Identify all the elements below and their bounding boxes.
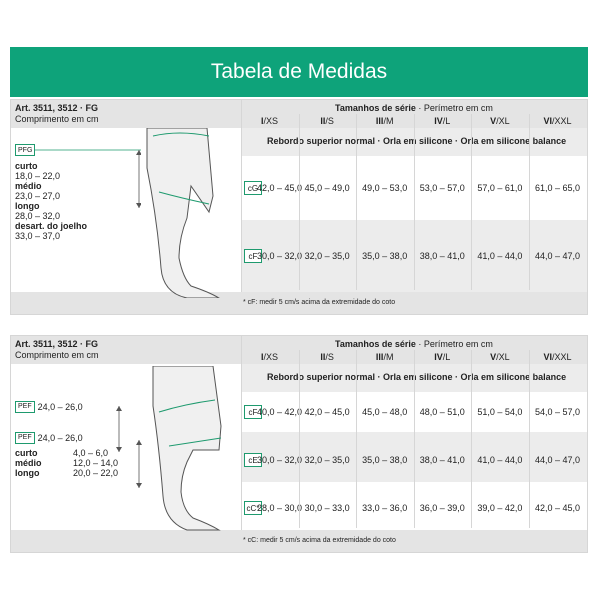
column-divider [299,114,300,290]
column-divider [356,350,357,528]
table-cell: 38,0 – 41,0 [419,455,465,465]
table-cell: 33,0 – 36,0 [362,503,408,513]
table-cell: 30,0 – 33,0 [304,503,350,513]
table-cell: 32,0 – 35,0 [304,251,350,261]
length-item: 28,0 – 32,0 [15,211,61,221]
column-divider [356,114,357,290]
pef-tag: PEF [15,432,35,444]
table-subheading: Rebordo superior normal · Orla em silicone · Orla em silicone balance [267,136,567,146]
table-cell: 38,0 – 41,0 [419,251,465,261]
table-cell: 35,0 – 38,0 [362,251,408,261]
length-item: longo [15,201,40,211]
title-banner [10,47,588,97]
table-cell: 32,0 – 35,0 [304,455,350,465]
table-cell: 36,0 – 39,0 [419,503,465,513]
pef-row-1 [15,401,83,413]
measure-tag: cC* [244,501,262,515]
table-cell: 49,0 – 53,0 [362,183,408,193]
pfg-tag: PFG [15,144,35,156]
column-divider [299,350,300,528]
table-cell: 48,0 – 51,0 [419,407,465,417]
table-cell: 57,0 – 61,0 [477,183,523,193]
length-unit-label: Comprimento em cm [15,114,99,124]
size-column-header: VI/XXL [543,116,572,126]
table-cell: 45,0 – 49,0 [304,183,350,193]
length-item: desart. do joelho [15,221,88,231]
table-cell: 35,0 – 38,0 [362,455,408,465]
column-divider [241,336,242,530]
pef-row-2 [15,432,83,444]
size-table-2 [10,335,588,553]
length-item: médio [15,181,42,191]
length-item: curto [15,161,38,171]
size-column-header: I/XS [260,116,279,126]
column-divider [587,114,588,290]
measure-tag: cG [244,181,262,195]
column-divider [241,100,242,292]
table-cell: 28,0 – 30,0 [256,503,303,513]
table-cell: 44,0 – 47,0 [534,455,581,465]
size-column-header: V/XL [490,352,510,362]
article-label: Art. 3511, 3512 · FG [15,339,99,349]
length-item: médio 12,0 – 14,0 [15,458,119,468]
table-subheading: Rebordo superior normal · Orla em silicone · Orla em silicone balance [267,372,567,382]
table-cell: 54,0 – 57,0 [534,407,581,417]
table-cell: 40,0 – 42,0 [256,407,303,417]
table-cell: 41,0 – 44,0 [477,251,523,261]
length-unit-label: Comprimento em cm [15,350,99,360]
size-column-header: VI/XXL [543,352,572,362]
length-item: longo 20,0 – 22,0 [15,468,119,478]
pef-tag: PEF [15,401,35,413]
size-column-header: IV/L [434,352,451,362]
table-cell: 42,0 – 45,0 [304,407,350,417]
sizes-title: Tamanhos de série · Perímetro em cm [335,339,493,349]
column-divider [471,114,472,290]
table-cell: 30,0 – 32,0 [256,455,303,465]
size-table-1 [10,99,588,315]
pef-value: 24,0 – 26,0 [37,402,83,412]
size-column-header: II/S [320,352,334,362]
length-list [15,161,87,241]
size-column-header: II/S [320,116,334,126]
pef-value: 24,0 – 26,0 [37,433,83,443]
length-list [15,448,118,478]
column-divider [471,350,472,528]
measure-tag: cE [244,453,262,467]
article-label: Art. 3511, 3512 · FG [15,103,99,113]
length-item: 23,0 – 27,0 [15,191,61,201]
footnote: * cC: medir 5 cm/s acima da extremidade do coto [11,530,587,552]
size-column-header: I/XS [260,352,279,362]
table-cell: 41,0 – 44,0 [477,455,523,465]
table-cell: 42,0 – 45,0 [534,503,581,513]
table-cell: 51,0 – 54,0 [477,407,523,417]
leg-illustration [139,366,269,536]
table-cell: 53,0 – 57,0 [419,183,465,193]
column-divider [529,350,530,528]
size-column-header: V/XL [490,116,510,126]
sizes-title: Tamanhos de série · Perímetro em cm [335,103,493,113]
column-divider [414,350,415,528]
length-item: 18,0 – 22,0 [15,171,61,181]
table-cell: 44,0 – 47,0 [534,251,581,261]
measure-tag: cF [244,405,262,419]
leg-illustration [139,128,269,298]
length-item: 33,0 – 37,0 [15,231,61,241]
measure-tag: cF [244,249,262,263]
table-cell: 39,0 – 42,0 [477,503,523,513]
column-divider [587,350,588,528]
size-column-header: III/M [375,116,394,126]
page-title: Tabela de Medidas [210,60,388,83]
table-cell: 42,0 – 45,0 [256,183,303,193]
size-column-header: IV/L [434,116,451,126]
size-column-header: III/M [375,352,394,362]
length-item: curto 4,0 – 6,0 [15,448,109,458]
column-divider [414,114,415,290]
footnote: * cF: medir 5 cm/s acima da extremidade do coto [11,292,587,314]
table-cell: 45,0 – 48,0 [362,407,408,417]
table-cell: 30,0 – 32,0 [256,251,303,261]
column-divider [529,114,530,290]
table-cell: 61,0 – 65,0 [534,183,581,193]
